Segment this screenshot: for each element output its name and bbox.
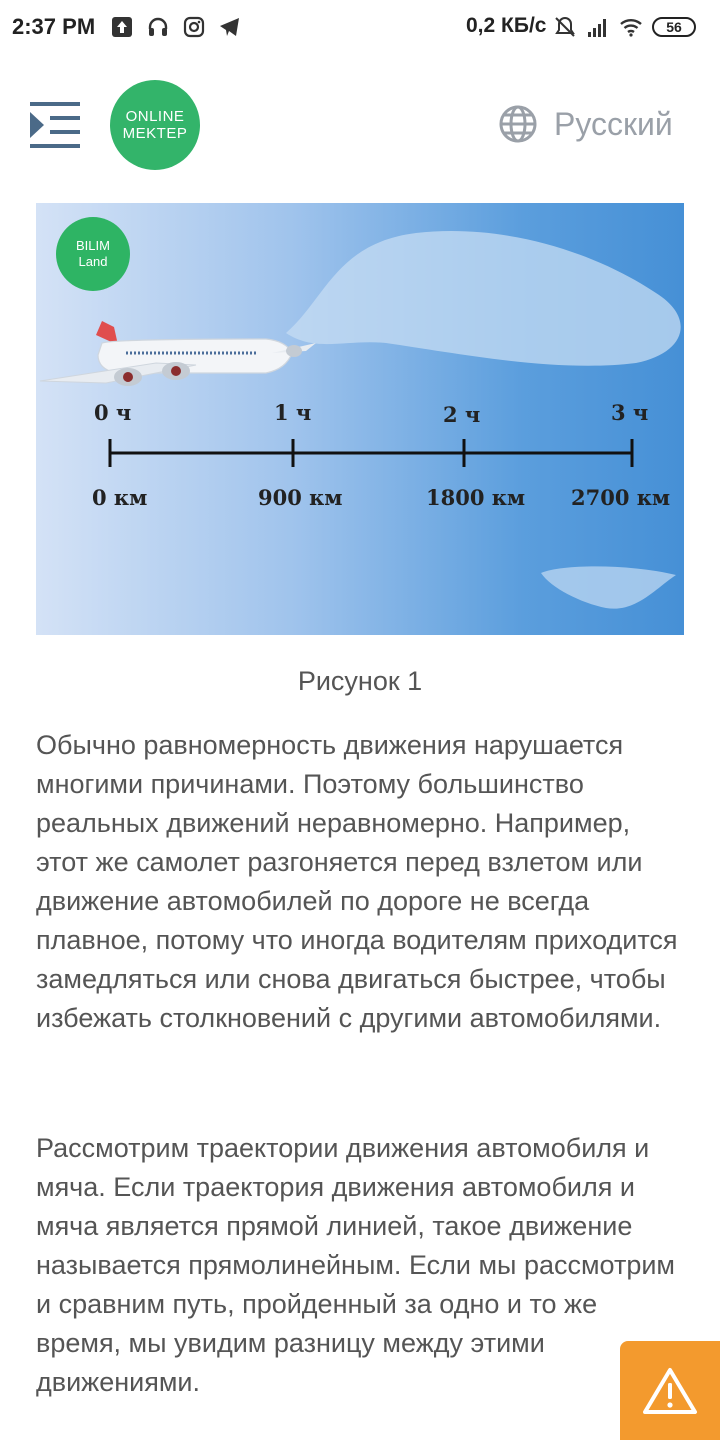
app-header bbox=[0, 70, 720, 180]
watermark-line-2: Land bbox=[78, 254, 108, 269]
airplane-illustration bbox=[40, 321, 316, 386]
distance-label: 0 км bbox=[92, 485, 148, 510]
paragraph-1: Обычно равномерность движения нарушается многими причинами. Поэтому большинство реальных движений неравномерно. Например, этот же самолет разгоняется перед взлетом или движение автомобилей по дороге не всегда плавное, потому что иногда водителям приходится замедляться или снова двигаться быстрее, чтобы избежать столкновений с другими автомобилями. bbox=[36, 730, 678, 1033]
warning-icon bbox=[642, 1366, 698, 1416]
globe-icon bbox=[498, 104, 538, 144]
logo-line-2: MEKTEP bbox=[122, 125, 188, 142]
battery-indicator: 56 bbox=[652, 17, 696, 37]
watermark-line-1: BILIM bbox=[76, 238, 110, 253]
menu-icon[interactable] bbox=[30, 100, 82, 150]
airplane-figure bbox=[36, 203, 684, 635]
status-time: 2:37 PM bbox=[12, 14, 96, 39]
logo-line-1: ONLINE bbox=[125, 108, 185, 125]
distance-label: 1800 км bbox=[426, 485, 526, 510]
wifi-icon bbox=[619, 15, 643, 39]
figure-caption: Рисунок 1 bbox=[297, 666, 423, 696]
telegram-icon bbox=[218, 15, 242, 39]
time-label: 3 ч bbox=[611, 400, 649, 425]
distance-label: 900 км bbox=[258, 485, 343, 510]
language-selector[interactable] bbox=[498, 104, 673, 144]
system-icons bbox=[553, 15, 696, 39]
mute-icon bbox=[553, 15, 577, 39]
cloud-shape-small bbox=[541, 566, 676, 608]
time-label: 1 ч bbox=[274, 400, 312, 425]
notification-icons bbox=[110, 15, 242, 39]
status-bar bbox=[0, 0, 720, 56]
report-problem-button[interactable] bbox=[620, 1341, 720, 1440]
time-label: 2 ч bbox=[443, 402, 481, 427]
upload-icon bbox=[110, 15, 134, 39]
instagram-icon bbox=[182, 15, 206, 39]
distance-label: 2700 км bbox=[571, 485, 671, 510]
bilimland-watermark bbox=[56, 217, 130, 291]
network-speed: 0,2 КБ/с bbox=[466, 14, 547, 37]
language-label: Русский bbox=[554, 105, 673, 142]
cloud-shape bbox=[286, 231, 681, 366]
paragraph-2: Рассмотрим траектории движения автомобиля и мяча. Если траектория движения автомобиля и мяча является прямой линией, такое движение называется прямолинейным. Если мы рассмотрим и сравним путь, пройденный за одно и то же время, мы увидим разницу между этими движениями. bbox=[36, 1133, 675, 1397]
time-label: 0 ч bbox=[94, 400, 132, 425]
headphones-icon bbox=[146, 15, 170, 39]
online-mektep-logo[interactable] bbox=[110, 80, 200, 170]
figure-illustration bbox=[36, 203, 684, 635]
signal-icon bbox=[586, 15, 610, 39]
